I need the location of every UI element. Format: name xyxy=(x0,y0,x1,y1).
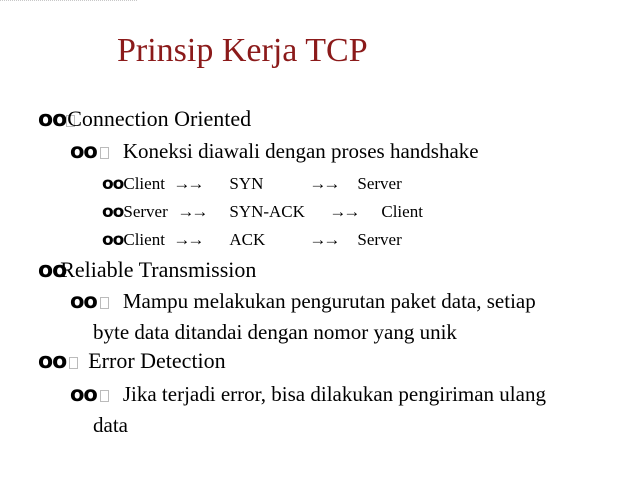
bullet-text: Koneksi diawali dengan proses handshake xyxy=(122,139,479,163)
step-message: SYN xyxy=(229,174,264,193)
bullet-marker: oo xyxy=(102,230,124,250)
bullet-text: Error Detection xyxy=(88,348,226,373)
handshake-step-1 xyxy=(102,175,402,193)
bullet-connection-oriented xyxy=(38,108,251,131)
missing-glyph-box xyxy=(100,390,109,402)
bullet-marker: oo xyxy=(38,349,67,374)
arrow-icon: →→ xyxy=(173,174,202,193)
slide-title: Prinsip Kerja TCP xyxy=(117,32,368,69)
bullet-text: Mampu melakukan pengurutan paket data, setiap xyxy=(122,289,536,313)
top-dotted-line xyxy=(0,0,137,1)
sub-bullet-handshake xyxy=(70,141,479,162)
step-to: Server xyxy=(357,230,402,249)
handshake-step-2 xyxy=(102,203,423,221)
bullet-marker: oo xyxy=(70,289,97,313)
missing-glyph-box xyxy=(69,357,78,369)
missing-glyph-box xyxy=(100,297,109,309)
step-message: ACK xyxy=(229,230,266,249)
step-to: Client xyxy=(381,202,423,221)
sub-bullet-ordering-continued: byte data ditandai dengan nomor yang unik xyxy=(93,320,457,344)
arrow-icon: →→ xyxy=(177,202,206,221)
sub-bullet-ordering xyxy=(70,291,536,312)
step-from: Client xyxy=(123,174,165,193)
step-to: Server xyxy=(357,174,402,193)
bullet-marker: oo xyxy=(102,174,124,194)
step-from: Server xyxy=(123,202,168,221)
bullet-marker: oo xyxy=(38,258,67,283)
arrow-icon: →→ xyxy=(309,230,338,249)
bullet-text: Jika terjadi error, bisa dilakukan pengiriman ulang xyxy=(122,382,546,406)
step-message: SYN-ACK xyxy=(229,202,305,221)
bullet-text: Connection Oriented xyxy=(67,106,252,131)
sub-bullet-retransmission xyxy=(70,384,546,405)
step-from: Client xyxy=(123,230,165,249)
bullet-marker: oo xyxy=(102,202,124,222)
missing-glyph-box xyxy=(100,147,109,159)
bullet-error-detection xyxy=(38,350,226,373)
bullet-marker: oo xyxy=(70,139,97,163)
arrow-icon: →→ xyxy=(329,202,358,221)
bullet-text: Reliable Transmission xyxy=(60,257,257,282)
arrow-icon: →→ xyxy=(173,230,202,249)
bullet-reliable-transmission xyxy=(38,259,256,282)
bullet-marker: oo xyxy=(38,107,67,132)
arrow-icon: →→ xyxy=(309,174,338,193)
handshake-step-3 xyxy=(102,231,402,249)
sub-bullet-retransmission-continued: data xyxy=(93,413,128,437)
bullet-marker: oo xyxy=(70,382,97,406)
